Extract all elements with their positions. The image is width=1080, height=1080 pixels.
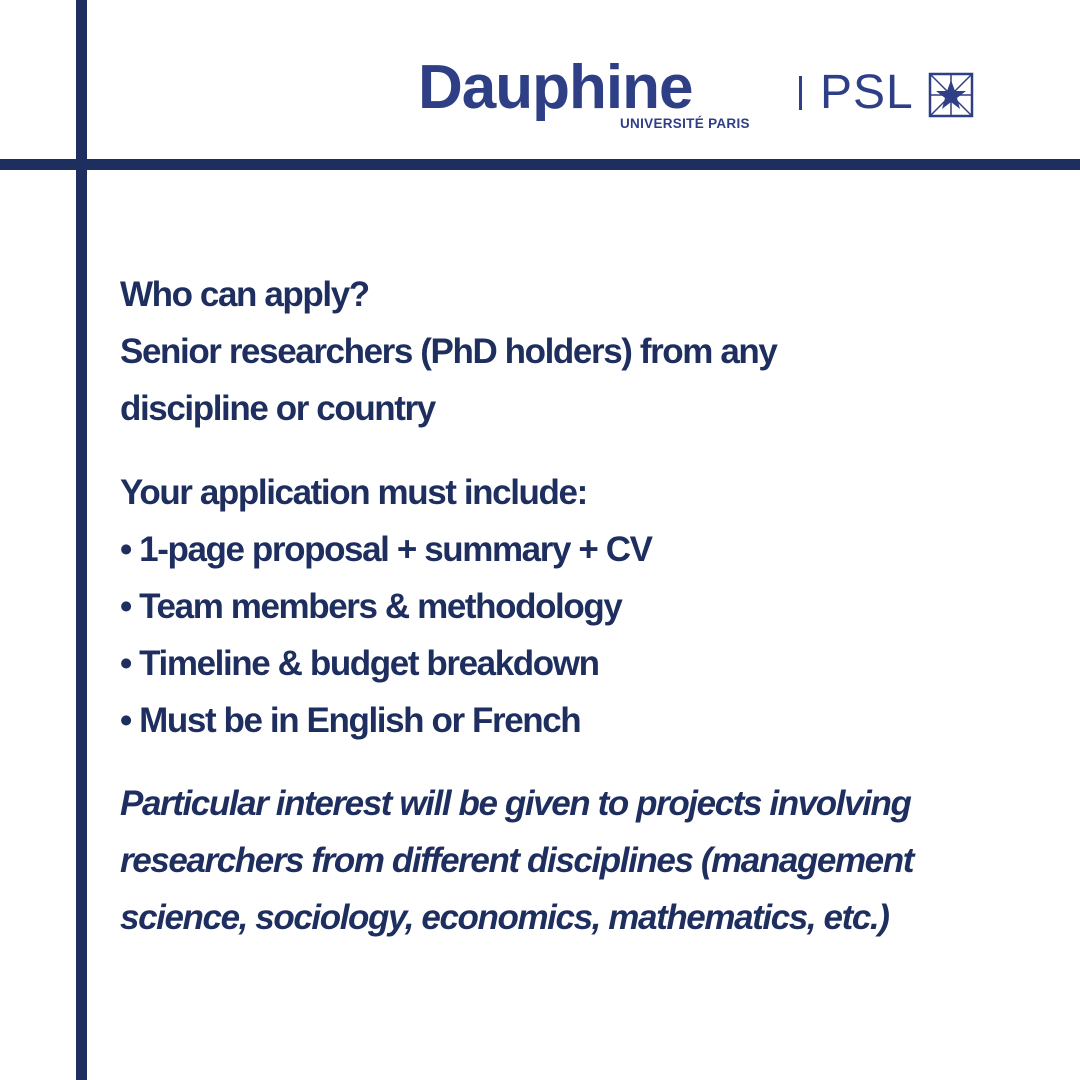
list-item: • Must be in English or French [120,701,581,740]
interest-note [120,775,1020,946]
psl-star-icon [928,72,974,118]
eligibility-question: Who can apply? [120,275,369,314]
logo-dauphine-wordmark: Dauphine [418,53,693,122]
list-item: • Timeline & budget breakdown [120,644,599,683]
list-item: • 1-page proposal + summary + CV [120,530,652,569]
eligibility-section [120,266,1020,437]
list-item: • Team members & methodology [120,587,622,626]
logo-psl-wordmark: PSL [820,66,914,119]
interest-note-line-3: science, sociology, economics, mathematics, etc.) [120,898,889,937]
interest-note-line-1: Particular interest will be given to projects involving [120,784,911,823]
main-content [120,266,1020,946]
section-spacer [120,437,1020,464]
logo-universite-paris: UNIVERSITÉ PARIS [620,116,750,131]
section-spacer [120,749,1020,775]
horizontal-rule [0,159,1080,170]
eligibility-answer-line-1: Senior researchers (PhD holders) from any [120,332,777,371]
dauphine-psl-logo [418,53,978,136]
interest-note-line-2: researchers from different disciplines (management [120,841,913,880]
requirements-heading: Your application must include: [120,473,587,512]
eligibility-answer-line-2: discipline or country [120,389,435,428]
logo-separator [799,76,802,110]
requirements-section [120,464,1020,749]
